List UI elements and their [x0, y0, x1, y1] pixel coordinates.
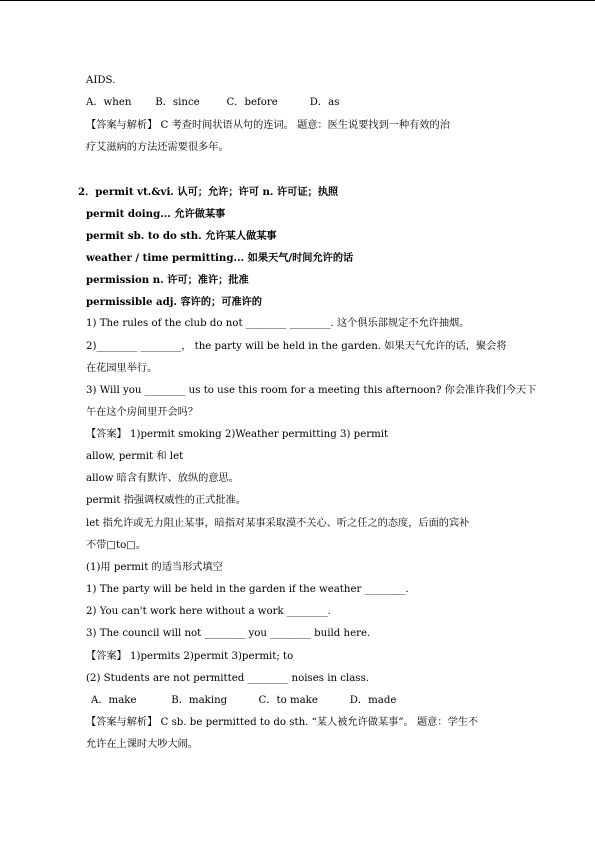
usage-line: weather / time permitting... 如果天气/时间允许的话	[86, 252, 354, 264]
options-row	[91, 694, 396, 708]
exercise-line: 2) You can't work here without a work ________.	[86, 606, 331, 617]
answer-explanation: 【答案与解析】 C 考查时间状语从句的连词。 题意：医生说要找到一种有效的治	[86, 120, 450, 131]
option-d: D．made	[349, 695, 397, 706]
exercise-line: 3) The council will not ________ you ________ build here.	[86, 628, 371, 639]
exercise-line: 1) The rules of the club do not ________ ________. 这个俱乐部规定不允许抽烟。	[86, 318, 470, 329]
option-c: C．before	[226, 97, 278, 108]
text-line: let 指允许或无力阻止某事，暗指对某事采取漠不关心、听之任之的态度，后面的宾补	[86, 518, 470, 529]
text-line: AIDS.	[86, 75, 116, 86]
option-a: A．make	[91, 695, 137, 706]
option-c: C．to make	[258, 695, 318, 706]
text-line: permit 指强调权威性的正式批准。	[86, 495, 246, 506]
exercise-line: 1) The party will be held in the garden if the weather ________.	[86, 584, 409, 595]
usage-line: permissible adj. 容许的；可准许的	[86, 296, 262, 308]
answer-explanation: 【答案与解析】 C sb. be permitted to do sth. “某人被允许做某事”。 题意：学生不	[86, 717, 479, 728]
option-b: B．making	[171, 695, 228, 706]
options-row	[86, 96, 339, 110]
text-line: allow 暗含有默许、放纵的意思。	[86, 473, 239, 484]
option-d: D．as	[309, 97, 340, 108]
header-rule	[0, 0, 595, 1]
text-line: allow, permit 和 let	[86, 451, 184, 462]
text-line: 不带□to□。	[86, 540, 147, 551]
exercise-line: 2)________ ________， the party will be held in the garden. 如果天气允许的话，聚会将	[86, 341, 507, 352]
text-line: 在花园里举行。	[86, 363, 158, 374]
option-a: A．when	[86, 97, 132, 108]
option-b: B．since	[155, 97, 200, 108]
usage-line: permit doing... 允许做某事	[86, 208, 226, 220]
text-line: 允许在上课时大吵大闹。	[86, 739, 199, 750]
usage-line: permit sb. to do sth. 允许某人做某事	[86, 230, 277, 242]
answer-line: 【答案】 1)permits 2)permit 3)permit; to	[86, 651, 294, 662]
exercise-heading: (1)用 permit 的适当形式填空	[86, 562, 223, 573]
answer-line: 【答案】 1)permit smoking 2)Weather permitting 3) permit	[86, 429, 389, 440]
text-line: 疗艾滋病的方法还需要很多年。	[86, 142, 229, 153]
section-heading: 2．permit vt.&vi. 认可；允许；许可 n. 许可证；执照	[78, 186, 339, 198]
exercise-line: (2) Students are not permitted ________ noises in class.	[86, 673, 369, 684]
text-line: 午在这个房间里开会吗？	[86, 407, 199, 418]
usage-line: permission n. 许可；准许；批准	[86, 274, 249, 286]
exercise-line: 3) Will you ________ us to use this room for a meeting this afternoon? 你会准许我们今天下	[86, 385, 537, 396]
